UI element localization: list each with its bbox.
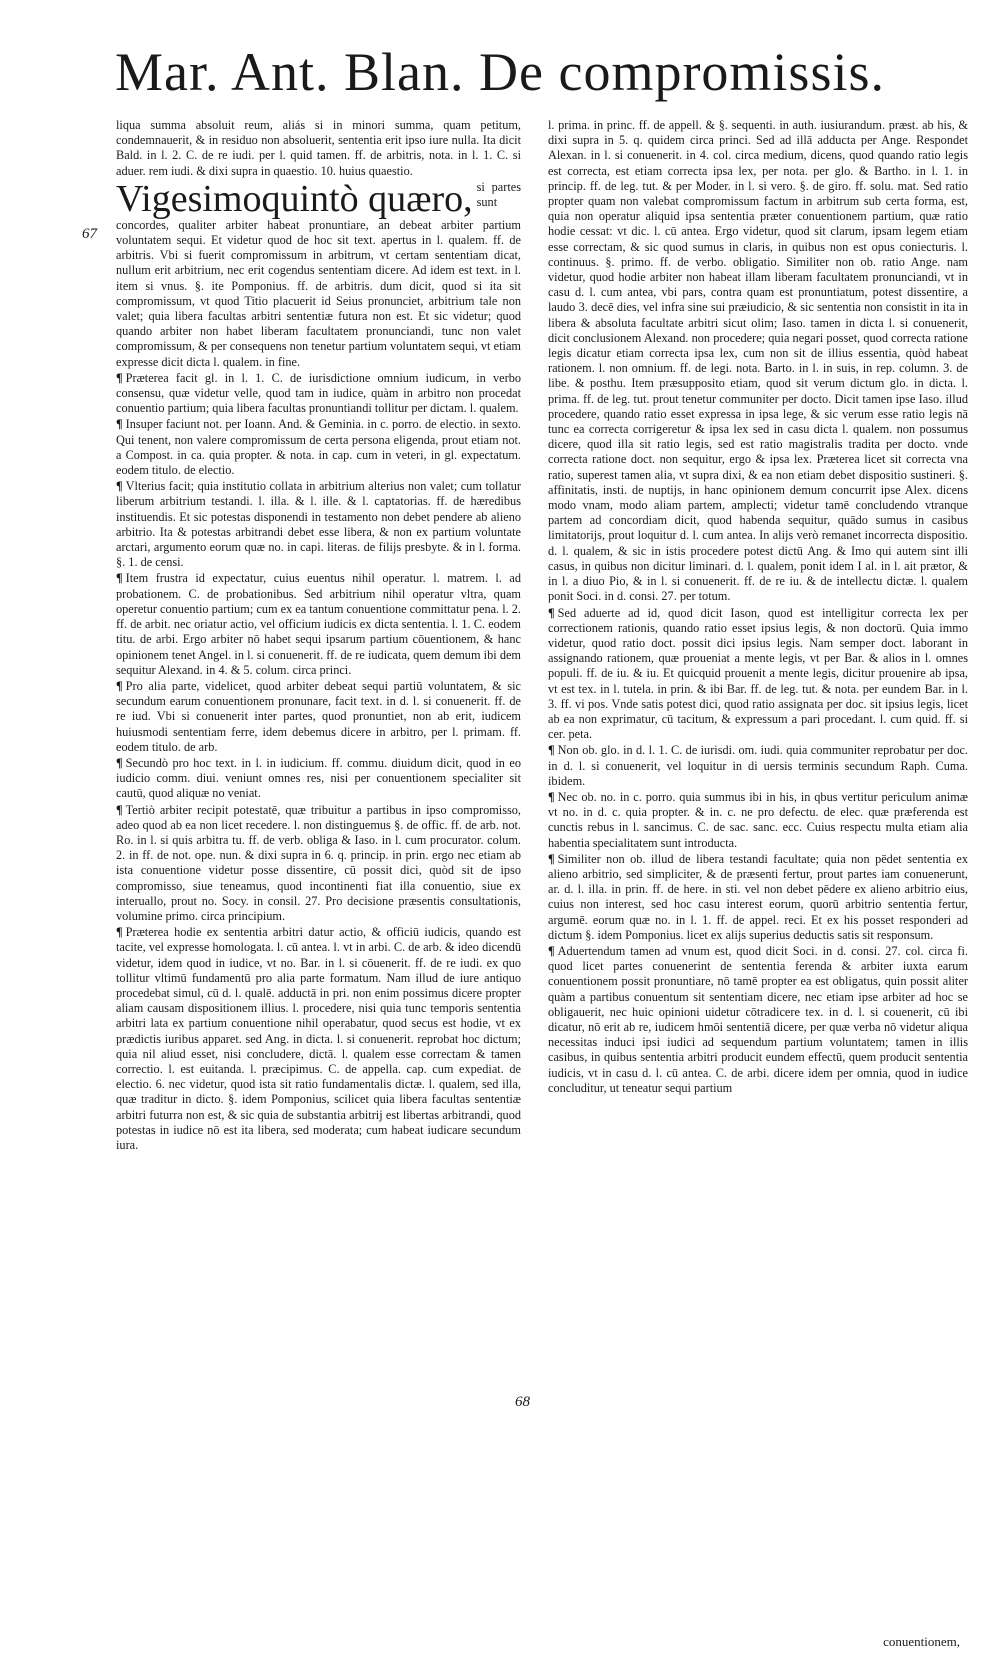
paragraph-text: Aduertendum tamen ad vnum est, quod dicit Soci. in d. consi. 27. col. circa fi. quod licet partes conuenerint de sententia ferenda & arbiter iuxta earum conuentionem possit pronuntiare, nō tamē propter ea est obligatus, quin possit aliter quàm a partibus conuentum sit sententiam dicere, nec etiam ipse arbiter ad hoc se obligauerit, nec huic opinioni uidetur cōtradicere tex. in d. l. si couenerit, cū ibi dicatur, nō erit ab re, iudicem hmōi sententiā dicere, per quæ verba nō videtur aliqua necessitas induci ipsi iudici ad sequendum partium voluntatem; tamen in illis casibus, in quibus sententia arbitri producit eundem effectū, quem producit sententia iudicis, vt in casu d. l. cū antea. C. de arbi. dicere idem per omnia, quod in iudice concluditur, ut teneatur sequi partium: [548, 943, 968, 1095]
paragraph: [548, 606, 968, 743]
running-title: Mar. Ant. Blan. De compromissis.: [115, 42, 885, 102]
paragraph: [116, 756, 521, 802]
paragraph: [116, 571, 521, 677]
paragraph-text: Tertiò arbiter recipit potestatē, quæ tribuitur a partibus in ipso compromisso, adeo quod ab ea non licet recedere. l. non distinguemus §. de offic. ff. de arb. not. Ro. in l. si quis arbitra tu. ff. de verb. obliga & Iaso. in l. cum procurator. colum. 2. in ff. de not. ope. nun. & dixi supra in 6. q. princip. in prin. ergo nec etiam ab ista conuentione videtur posse dissentire, cū possit dici, quòd sit de ipso compromisso, siue teneamus, quod incontinenti fiat illa conuentio, siue ex interuallo, prout no. Socy. in consil. 27. Pro decisione præsentis consultationis, volumine primo. circa principium.: [116, 802, 521, 923]
pilcrow-icon: ¶: [548, 943, 555, 958]
pilcrow-icon: ¶: [548, 789, 555, 804]
paragraph: [116, 803, 521, 925]
pilcrow-icon: ¶: [116, 479, 123, 494]
pilcrow-icon: ¶: [116, 417, 123, 432]
opening-words: Vigesimoquintò quæro,: [116, 177, 473, 220]
paragraph: [548, 944, 968, 1096]
paragraph: [116, 417, 521, 478]
paragraph-text: Secundò pro hoc text. in l. in iudicium. ff. commu. diuidum dicit, quod in eo iudicio comm. diui. veniunt omnes res, nisi per conuentionem specialiter sit cautū, quod aliquæ no veniat.: [116, 755, 521, 801]
paragraph-text: Præterea facit gl. in l. 1. C. de iurisdictione omnium iudicum, in verbo consensu, quæ videtur velle, quod tam in iudice, quàm in arbitro non procedat conuentio partium; quia libera facultas pronuntiandi tollitur per dictam. l. qualem.: [116, 370, 521, 416]
paragraph: [548, 743, 968, 789]
paragraph-text: Nec ob. no. in c. porro. quia summus ibi in his, in qbus vertitur periculum animæ vt no. in d. c. quia propter. & in. c. ne pro defectu. de elec. quæ præferenda est cunctis rebus in l. sancimus. C. de sac. sanc. ecc. Cuius respectu multa etiam alia habentia specialitatem sunt introducta.: [548, 789, 968, 850]
pilcrow-icon: ¶: [116, 755, 123, 770]
left-column: [116, 118, 521, 1154]
paragraph: [548, 790, 968, 851]
pilcrow-icon: ¶: [116, 370, 123, 385]
pilcrow-icon: ¶: [548, 605, 555, 620]
pilcrow-icon: ¶: [116, 571, 123, 586]
paragraph-text: Item frustra id expectatur, cuius euentus nihil operatur. l. matrem. l. ad probationem. C. de probationibus. Sed arbitrium nihil operatur vltra, quam operetur conuentio partium; cum ex ea tantum conuentione committatur pena. l. 2. ff. de arbit. nec oriatur actio, vel officium iudicis ex dicta sententia. l. 1. C. eodem titu. de arbi. Ergo arbiter nō habet sequi ipsarum partium cōuentionem, & hanc opinionem tenet Angel. in l. si conuenerit. ff. de re iudicata, quem demum ibi dem sequitur Alexand. in 4. & 5. colum. circa princi.: [116, 571, 521, 677]
pilcrow-icon: ¶: [116, 678, 123, 693]
paragraph-text: Non ob. glo. in d. l. 1. C. de iurisdi. om. iudi. quia communiter reprobatur per doc. in d. l. si conuenerit, vel loquitur in di uersis terminis secundum Raph. Cuma. ibidem.: [548, 743, 968, 788]
paragraph: [116, 925, 521, 1153]
paragraph-text: Sed aduerte ad id, quod dicit Iason, quod est intelligitur correcta lex per correctionem rationis, quando ratio esset ipsius legis, & non doctorū. Quia immo videtur, quod ratio doct. possit dici ipsius legis. Nam semper doct. laborant in assignando rationem, quæ proueniat a mente legis, vt per Bar. & alios in l. omnes populi. ff. de iu. & iu. Et quicquid prouenit a mente legis, dicitur prouenire ab ipsa, vt est tex. in l. tutela. in prin. & ibi Bar. ff. de leg. tut. & nota. per eundem Bar. in l. 3. ff. vi pos. Vnde satis potest dici, quod ratio assignata per doc. sit ipsius legis, licet ab ea non exprimatur, cū tacitum, & expressum a pari procedant. l. cum quid. ff. si cer. peta.: [548, 605, 968, 742]
margin-number-67: 67: [82, 226, 97, 242]
paragraph: [116, 371, 521, 417]
paragraph: l. prima. in princ. ff. de appell. & §. sequenti. in auth. iusiurandum. præst. ab his, & dixi supra in 5. q. quidem circa princi. Sed ad illā adducta per Ange. Respondet Alexan. in l. si conuenerit. in 4. col. circa medium, dicens, quod quando ratio legis est correcta, est etiam correcta ipsa lex, per nota. per glo. & Bartho. in l. 1. in princip. ff. de leg. tut. & per Moder. in l. si vero. §. de giro. ff. solu. mat. Sed ratio propter quam non valebat compromissum factum in arbitrum sub certa forma, est, quia non operatur aliquid ipsa sententia præter conuentionem partium, quæ ratio hodie cessat: vt dic. l. cū antea. Ergo videtur, quod sit clarum, ipsam legem etiam esse correctam, & sic quod sumus in claris, in quibus non est opus coniecturis. l. continuus. §. primo. ff. de verbo. obligatio. Similiter non ob. ratio Ange. nam videtur, quod hodie arbiter non habeat illam liberam facultatem pronunciandi, vt in casu d. l. cum antea, vbi pars, contra quam est pronuntiatum, potest dissentire, a laudo 3. decē dies, vel infra sine sui præiudicio, & sic sententia non consistit in ita in libera & absoluta facultate arbitri sicut olim; Iaso. tamen in dicta l. si conuenerit, dicit conclusionem Alexand. non procedere; quia negari posset, quod correcta ratione legis dicatur etiam correcta ipsa lex, cum non sit de illius essentia, quòd habeat rationem. l. non omnium. ff. de legi. nota. Barto. in l. in suis, in rep. column. 3. de libe. & posthu. Item præsupposito etiam, quod sit verum dictum glo. in dicta. l. prima. ff. de leg. tut. prout tenetur communiter per docto. Dicit tamen ipse Iaso. illud procedere, quando ratio esset expressa in ipsa lege, & sic verum esse ratio legis nā tunc ea correcta corrigeretur & ipsa lex sed in casu dicta l. qualem. non possumus dicere, quod illa sit ratio legis, sed est ratio magistralis tradita per docto. vnde correcta ratione doct. non sequitur, ergo & ipsa lex. Præterea licet sit correcta vna ratio, superest tamen alia, vt supra dixi, & ea non etiam debet dispositio sustineri. §. affinitatis, insti. de nuptijs, in hanc opinionem demum concurrit ipse Alex. dicens modo vnam, modo aliam partem, amplecti; videtur tamē concludendo vtranque partem ad concordiam dicit, quod habenda sequitur, quādo sumus in casibus limitatorijs, prout loquitur d. l. cum antea. In alijs verò remanet incorrecta dispositio. d. l. qualem, & sic in istis procedere potest dictū Ang. & Imo qui autem sint illi casus, in quibus non dicitur liminari. d. l. qualem, ponit idem I al. in l. ait prætor, & in l. a diuo Pio, & in l. si conuenerit. ff. de re iu. & de intellectu dictæ. l. qualem ponit Soci. in d. consi. 27. per totum.: [548, 118, 968, 604]
catchword: conuentionem,: [883, 1634, 960, 1649]
pilcrow-icon: ¶: [116, 802, 123, 817]
paragraph-text: Vlterius facit; quia institutio collata in arbitrium alterius non valet; cum tollatur liberum arbitrium testandi. l. illa. & l. ille. & l. captatorias. ff. de hæredibus instituendis. Et sic potestas disponendi in testamento non debet pendere ab alieno arbitrio. Ita & potestas arbitrandi debet esse libera, & non ex partium voluntate arctari, argumento eorum quæ no. in capi. literas. de filijs presbyte. & in l. forma. §. 1. de censi.: [116, 479, 521, 570]
paragraph: [116, 479, 521, 570]
paragraph-text: Pro alia parte, videlicet, quod arbiter debeat sequi partiū voluntatem, & sic secundum earum conuentionem pronunare, facit text. in d. l. si conuenerit. ff. de re iud. Vbi si conuenerit inter partes, quod pronuntiet, non ab erit, iudicem huiusmodi sententiam ferre, idem debemus dicere in arbitro, per l. primam. ff. eodem titulo. de arb.: [116, 678, 521, 754]
right-column: [548, 118, 968, 1097]
opening-text: si partes sunt concordes, qualiter arbiter habeat pronuntiare, an debeat arbiter partium voluntatem sequi. Et videtur quod de hoc sit text. apertus in l. qualem. ff. de arbitris. Vbi si fuerit compromissum in arbitrum, vt certam sententiam dicat, nullum erit arbitrium, nec erit cogendus sententiam dicere. Ad idem est text. in l. item si vnus. §. ite Pomponius. ff. de arbitris. dum dicit, quod si ita sit compromissum, vt quod Titio placuerit id Seius pronunciet, arbitrium tale non valet; quia libera facultas arbitri sententiæ futura non est. Et sic videtur; quod quando arbiter non habet liberam facultatem pronunciandi, tunc non valet compromissum, & per consequens non tenetur partium voluntatem sequi, vt etiam expresse dicit dicta l. qualem. in fine.: [116, 179, 521, 369]
pilcrow-icon: ¶: [548, 743, 555, 758]
paragraph-intro: liqua summa absoluit reum, aliás si in minori summa, quam petitum, condemnauerit, & in residuo non absoluerit, sententia erit ipso iure nulla. Ita dicit Bald. in l. 2. C. de re iudi. per l. quid tamen. ff. de arbitris, nota. in l. 1. C. si aduer. rem iudi. & dixi supra in quaestio. 10. huius quaestio.: [116, 118, 521, 178]
pilcrow-icon: ¶: [116, 925, 123, 940]
paragraph-text: Præterea hodie ex sententia arbitri datur actio, & officiū iudicis, quando est tacite, vel expresse homologata. l. cū antea. l. vt in arbi. C. de arb. & ideo dicendū videtur, idem quod in iudice, vt no. Bar. in l. si cōuenerit. ff. de re iudi. ex quo tollitur vltimū fundamentū pro alia parte formatum. Nam illud de iure antiquo procedebat simul, cū d. l. qualē. adductā in pri. non enim possimus dicere propter aliam causam dispositionem illius. l. procedere, nisi quia tunc temporis sententia arbitri lata ex partium conuentione nihil operabatur, quod secus est hodie, vt ex prædictis iuribus apparet. sed Ang. in dicta. l. si conuenerit. reprobat hoc dictum; quia nil aliud esset, nisi concludere, dictā. l. qualem esse correctam & tamen correctio. l. est euitanda. l. præcipimus. C. de appella. cap. cum expediat. de electio. 6. nec videtur, quod ista sit ratio fundamentalis dictæ. l. qualem, sed illa, quæ traditur in dicto. §. idem Pomponius, scilicet quia libera facultas sententiæ arbitri futurra non est, & sic quia de substantia arbitrij est libertas arbitrandi, quod potestas in iudice nō est ita libera, sed moderata; cum habeat iudicare secundum iura.: [116, 925, 521, 1152]
pilcrow-icon: ¶: [548, 851, 555, 866]
paragraph-text: Insuper faciunt not. per Ioann. And. & Geminia. in c. porro. de electio. in sexto. Qui tenent, non valere compromissum de certa persona eligenda, prout etiam not. a Compost. in ca. quia propter. & nota. in cap. cum in veteri, in gl. expectatum. eodem titulo. de electio.: [116, 417, 521, 478]
paragraph-text: Similiter non ob. illud de libera testandi facultate; quia non pēdet sententia ex alieno arbitrio, sed simpliciter, & de præsenti fertur, prout partes iam conuenerunt, ar. d. l. illa. in prin. ff. de here. in sti. vel non debet pēdere ex alieno arbitrio eius, cuius non interest, sed hoc casu interest eorum, quorū arbitrio sententia fertur, argumē. eorum quæ no. in l. 1. ff. de appel. reci. Et ex his posset responderi ad dictum §. idem Pomponius. licet ex alijs superius deductis satis sit responsum.: [548, 851, 968, 942]
paragraph-question-25: [116, 177, 521, 370]
paragraph: [548, 852, 968, 943]
paragraph: [116, 679, 521, 755]
margin-number-68: 68: [515, 1394, 530, 1410]
